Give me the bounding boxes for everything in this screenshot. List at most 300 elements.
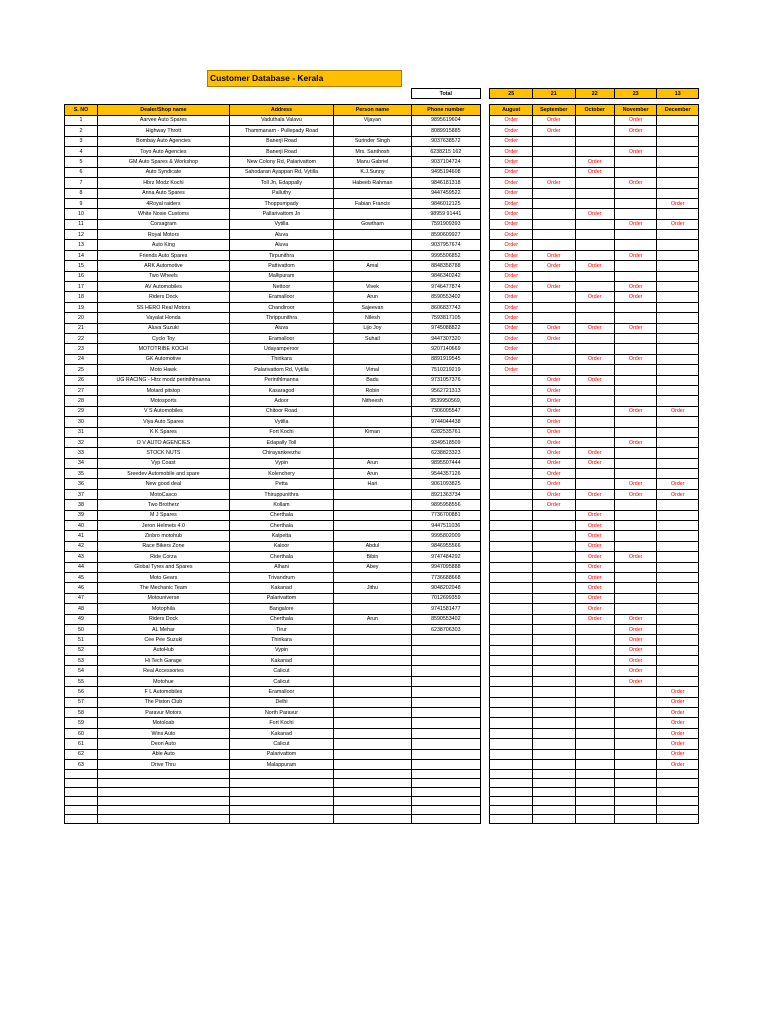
cell-order-december [657, 354, 699, 364]
cell-dealer: White Nosie Customs [97, 209, 229, 219]
table-row [65, 562, 699, 572]
cell-order-september [532, 739, 575, 749]
cell-order-december [657, 230, 699, 240]
cell-order-august [490, 458, 533, 468]
cell-order-september: Order [532, 323, 575, 333]
table-row [65, 521, 699, 531]
cell-person: Lijo Joy [334, 323, 412, 333]
cell-phone: 9061093825 [411, 479, 480, 489]
cell-dealer: Royal Motors [97, 230, 229, 240]
cell-address: Aluva [229, 323, 333, 333]
cell-dealer: V S Automobiles [97, 406, 229, 416]
cell-dealer: The Piston Club [97, 697, 229, 707]
cell-order-december [657, 676, 699, 686]
header-row [65, 105, 699, 115]
cell-order-september: Order [532, 427, 575, 437]
cell-order-december: Order [657, 718, 699, 728]
cell-order-october [575, 718, 614, 728]
table-row [65, 541, 699, 551]
empty-cell [97, 770, 229, 779]
cell-order-august [490, 562, 533, 572]
cell-person: Nitheesh [334, 396, 412, 406]
cell-dealer: Viya Auto Spares [97, 417, 229, 427]
empty-cell [97, 779, 229, 788]
cell-order-december [657, 396, 699, 406]
table-row [65, 448, 699, 458]
cell-order-august [490, 749, 533, 759]
cell-address: Calicut [229, 666, 333, 676]
cell-order-october [575, 676, 614, 686]
cell-dealer: Motophila [97, 604, 229, 614]
cell-order-november [614, 562, 657, 572]
cell-dealer: Race Bikers Zone [97, 541, 229, 551]
cell-order-september [532, 645, 575, 655]
empty-cell [334, 806, 412, 815]
cell-phone [411, 656, 480, 666]
cell-sno: 14 [65, 250, 98, 260]
cell-address: Cherthala [229, 510, 333, 520]
cell-order-november: Order [614, 126, 657, 136]
cell-order-september [532, 230, 575, 240]
cell-phone: 8590609927 [411, 230, 480, 240]
cell-order-november: Order [614, 250, 657, 260]
cell-order-november [614, 167, 657, 177]
cell-sno: 48 [65, 604, 98, 614]
cell-order-october [575, 126, 614, 136]
cell-order-october [575, 313, 614, 323]
cell-phone: 8606837743 [411, 302, 480, 312]
cell-sno: 12 [65, 230, 98, 240]
cell-phone: 9744044438 [411, 417, 480, 427]
cell-order-september [532, 354, 575, 364]
cell-address: Kakanad [229, 656, 333, 666]
cell-order-december [657, 562, 699, 572]
cell-phone: 6282535761 [411, 427, 480, 437]
table-row [65, 479, 699, 489]
cell-person [334, 656, 412, 666]
totals-label: Total [411, 89, 480, 99]
cell-person: Arun [334, 292, 412, 302]
cell-order-november: Order [614, 645, 657, 655]
cell-order-november: Order [614, 676, 657, 686]
cell-dealer: Aluva Suzuki [97, 323, 229, 333]
cell-order-november [614, 365, 657, 375]
empty-cell [65, 815, 98, 824]
cell-address: Delhi [229, 697, 333, 707]
cell-order-december [657, 510, 699, 520]
table-row [65, 323, 699, 333]
cell-order-august [490, 645, 533, 655]
empty-row [65, 779, 699, 788]
cell-order-september: Order [532, 469, 575, 479]
cell-order-december: Order [657, 708, 699, 718]
empty-cell [411, 770, 480, 779]
cell-phone: 8891919545 [411, 354, 480, 364]
cell-order-december [657, 635, 699, 645]
cell-sno: 38 [65, 500, 98, 510]
col-header-dealer: Dealer/Shop name [97, 105, 229, 115]
cell-address: Calicut [229, 676, 333, 686]
cell-sno: 6 [65, 167, 98, 177]
cell-order-october [575, 760, 614, 770]
empty-cell [229, 806, 333, 815]
cell-sno: 53 [65, 656, 98, 666]
cell-phone: 6238706303 [411, 624, 480, 634]
cell-address: Palluthy [229, 188, 333, 198]
cell-dealer: Corsagram [97, 219, 229, 229]
cell-sno: 26 [65, 375, 98, 385]
cell-order-august: Order [490, 198, 533, 208]
cell-person: Badu [334, 375, 412, 385]
cell-phone: 9846955566 [411, 541, 480, 551]
cell-order-december [657, 157, 699, 167]
cell-phone: 9447511036 [411, 521, 480, 531]
cell-order-october: Order [575, 593, 614, 603]
cell-dealer: Motohue [97, 676, 229, 686]
cell-order-august: Order [490, 167, 533, 177]
cell-order-october [575, 739, 614, 749]
cell-dealer: STOCK NUTS [97, 448, 229, 458]
cell-order-november [614, 604, 657, 614]
cell-order-august: Order [490, 344, 533, 354]
cell-order-september: Order [532, 126, 575, 136]
cell-dealer: Vayalat Honda [97, 313, 229, 323]
table-row [65, 645, 699, 655]
cell-address: Kollam [229, 500, 333, 510]
cell-order-august [490, 635, 533, 645]
empty-cell [657, 788, 699, 797]
table-row [65, 354, 699, 364]
table-row [65, 271, 699, 281]
cell-dealer: Real Accessories [97, 666, 229, 676]
cell-sno: 33 [65, 448, 98, 458]
cell-order-december [657, 240, 699, 250]
cell-address: Chandiroor [229, 302, 333, 312]
cell-order-august [490, 583, 533, 593]
cell-order-december [657, 604, 699, 614]
cell-address: Palarivattom [229, 749, 333, 759]
cell-dealer: Wins Auto [97, 728, 229, 738]
cell-order-december: Order [657, 739, 699, 749]
table-row [65, 417, 699, 427]
cell-order-september [532, 344, 575, 354]
cell-order-october [575, 271, 614, 281]
cell-order-august [490, 489, 533, 499]
cell-person: Abey [334, 562, 412, 572]
cell-order-november: Order [614, 666, 657, 676]
cell-order-august: Order [490, 178, 533, 188]
table-row [65, 136, 699, 146]
cell-address: Kolenchery [229, 469, 333, 479]
table-row [65, 385, 699, 395]
cell-phone: 8089915885 [411, 126, 480, 136]
cell-sno: 25 [65, 365, 98, 375]
cell-order-september [532, 760, 575, 770]
cell-sno: 5 [65, 157, 98, 167]
cell-order-november [614, 271, 657, 281]
cell-order-october: Order [575, 209, 614, 219]
cell-order-september [532, 697, 575, 707]
cell-order-august [490, 676, 533, 686]
cell-order-september [532, 583, 575, 593]
cell-order-august: Order [490, 282, 533, 292]
cell-order-november [614, 313, 657, 323]
cell-order-november: Order [614, 437, 657, 447]
cell-order-august: Order [490, 313, 533, 323]
cell-address: Tirur [229, 624, 333, 634]
cell-order-december [657, 437, 699, 447]
cell-order-november: Order [614, 635, 657, 645]
cell-order-october [575, 624, 614, 634]
cell-order-december: Order [657, 697, 699, 707]
cell-dealer: K K Spares [97, 427, 229, 437]
cell-sno: 17 [65, 282, 98, 292]
empty-cell [490, 779, 533, 788]
cell-order-september [532, 749, 575, 759]
empty-cell [97, 797, 229, 806]
cell-order-december: Order [657, 489, 699, 499]
cell-sno: 60 [65, 728, 98, 738]
cell-order-september [532, 313, 575, 323]
cell-order-november [614, 708, 657, 718]
col-header-october: October [575, 105, 614, 115]
cell-person: Vivek [334, 282, 412, 292]
cell-sno: 4 [65, 146, 98, 156]
cell-order-september [532, 718, 575, 728]
table-row [65, 718, 699, 728]
cell-order-december [657, 375, 699, 385]
table-row [65, 697, 699, 707]
cell-order-august [490, 396, 533, 406]
col-header-december: December [657, 105, 699, 115]
cell-order-october [575, 687, 614, 697]
cell-dealer: New good deal [97, 479, 229, 489]
cell-phone: 9207140669 [411, 344, 480, 354]
col-header-september: September [532, 105, 575, 115]
cell-sno: 24 [65, 354, 98, 364]
cell-address: Trivandrum [229, 572, 333, 582]
cell-phone [411, 728, 480, 738]
table-row [65, 406, 699, 416]
cell-order-august [490, 375, 533, 385]
empty-cell [65, 788, 98, 797]
empty-cell [334, 788, 412, 797]
cell-address: Thrippunithra [229, 313, 333, 323]
cell-order-september [532, 157, 575, 167]
empty-cell [575, 797, 614, 806]
cell-order-october [575, 198, 614, 208]
cell-order-october [575, 437, 614, 447]
cell-address: Eramalloor [229, 292, 333, 302]
cell-phone: 7736700881 [411, 510, 480, 520]
cell-order-september [532, 198, 575, 208]
cell-order-august: Order [490, 240, 533, 250]
cell-address: Thirikara [229, 635, 333, 645]
table-row [65, 240, 699, 250]
cell-phone: 8590553402 [411, 614, 480, 624]
cell-dealer: Two Wheels [97, 271, 229, 281]
cell-person [334, 687, 412, 697]
cell-order-december [657, 417, 699, 427]
empty-row [65, 806, 699, 815]
cell-address: Udayamperoor [229, 344, 333, 354]
cell-order-december: Order [657, 728, 699, 738]
table-row [65, 510, 699, 520]
cell-order-august [490, 479, 533, 489]
cell-address: Bangalore [229, 604, 333, 614]
cell-order-september [532, 572, 575, 582]
cell-phone: 9846181318 [411, 178, 480, 188]
cell-sno: 21 [65, 323, 98, 333]
cell-address: Pallarivattom Jn [229, 209, 333, 219]
cell-order-august: Order [490, 250, 533, 260]
empty-cell [97, 806, 229, 815]
cell-phone: 9037957674 [411, 240, 480, 250]
cell-order-october [575, 136, 614, 146]
cell-order-december: Order [657, 687, 699, 697]
cell-order-november [614, 188, 657, 198]
cell-address: Chirayankeezhu [229, 448, 333, 458]
table-row [65, 282, 699, 292]
cell-dealer: Cee Pee Suzuki [97, 635, 229, 645]
cell-person: Manu Gabriel [334, 157, 412, 167]
empty-cell [614, 779, 657, 788]
cell-sno: 29 [65, 406, 98, 416]
cell-sno: 43 [65, 552, 98, 562]
cell-order-august: Order [490, 271, 533, 281]
cell-phone: 9747484292 [411, 552, 480, 562]
cell-order-december [657, 521, 699, 531]
cell-person [334, 448, 412, 458]
cell-phone [411, 676, 480, 686]
cell-phone: 9846012125 [411, 198, 480, 208]
cell-order-december [657, 292, 699, 302]
table-row [65, 656, 699, 666]
cell-order-november [614, 521, 657, 531]
cell-phone: 8590553402 [411, 292, 480, 302]
cell-dealer: Bombay Auto Agencies [97, 136, 229, 146]
cell-address: Chitoor Road [229, 406, 333, 416]
total-september: 21 [532, 89, 575, 99]
table-row [65, 728, 699, 738]
cell-order-august [490, 469, 533, 479]
cell-order-december [657, 115, 699, 125]
cell-order-december [657, 302, 699, 312]
cell-dealer: Vyp Coast [97, 458, 229, 468]
table-row [65, 760, 699, 770]
cell-order-september [532, 365, 575, 375]
total-august: 25 [490, 89, 533, 99]
cell-dealer: Able Auto [97, 749, 229, 759]
cell-order-september [532, 292, 575, 302]
cell-sno: 2 [65, 126, 98, 136]
cell-order-september: Order [532, 479, 575, 489]
cell-order-august [490, 718, 533, 728]
cell-order-october: Order [575, 562, 614, 572]
cell-order-september: Order [532, 282, 575, 292]
cell-sno: 42 [65, 541, 98, 551]
cell-person [334, 604, 412, 614]
cell-address: Toll Jn, Edappally [229, 178, 333, 188]
cell-order-august: Order [490, 323, 533, 333]
cell-address: Kalpetta [229, 531, 333, 541]
cell-dealer: O V AUTO AGENCIES [97, 437, 229, 447]
cell-sno: 22 [65, 333, 98, 343]
totals-row [65, 89, 699, 99]
empty-cell [334, 770, 412, 779]
cell-person [334, 489, 412, 499]
cell-order-december [657, 261, 699, 271]
cell-sno: 1 [65, 115, 98, 125]
empty-cell [532, 797, 575, 806]
cell-dealer: Aarvee Auto Spares [97, 115, 229, 125]
empty-cell [575, 788, 614, 797]
cell-order-august: Order [490, 302, 533, 312]
cell-person: Nilesh [334, 313, 412, 323]
cell-order-october [575, 333, 614, 343]
cell-order-november [614, 510, 657, 520]
cell-address: Banerji Road [229, 136, 333, 146]
cell-order-september: Order [532, 437, 575, 447]
cell-order-august [490, 614, 533, 624]
cell-order-september [532, 510, 575, 520]
cell-order-september [532, 593, 575, 603]
cell-order-november [614, 427, 657, 437]
empty-cell [532, 779, 575, 788]
cell-address: Kakanad [229, 583, 333, 593]
cell-order-november [614, 344, 657, 354]
empty-cell [532, 770, 575, 779]
cell-person: Mrs. Santhosh [334, 146, 412, 156]
table-row [65, 167, 699, 177]
cell-order-august [490, 500, 533, 510]
table-row [65, 302, 699, 312]
cell-order-november: Order [614, 552, 657, 562]
cell-person [334, 250, 412, 260]
cell-person [334, 728, 412, 738]
cell-sno: 16 [65, 271, 98, 281]
empty-cell [411, 779, 480, 788]
cell-dealer: Drive Thru [97, 760, 229, 770]
cell-order-november [614, 749, 657, 759]
cell-phone: 9349518509 [411, 437, 480, 447]
empty-cell [334, 815, 412, 824]
cell-order-october [575, 282, 614, 292]
cell-order-november: Order [614, 354, 657, 364]
cell-order-august: Order [490, 188, 533, 198]
cell-dealer: Motard pitstop [97, 385, 229, 395]
cell-order-august: Order [490, 136, 533, 146]
cell-phone [411, 749, 480, 759]
cell-order-december [657, 344, 699, 354]
empty-cell [411, 797, 480, 806]
cell-person: Arun [334, 614, 412, 624]
empty-cell [490, 806, 533, 815]
cell-order-october: Order [575, 552, 614, 562]
empty-row [65, 797, 699, 806]
cell-phone [411, 645, 480, 655]
cell-order-august [490, 739, 533, 749]
cell-order-december: Order [657, 760, 699, 770]
cell-person: Kirnan [334, 427, 412, 437]
cell-dealer: Cyclo Toy [97, 333, 229, 343]
cell-address: Tirpunithra [229, 250, 333, 260]
empty-row [65, 815, 699, 824]
cell-sno: 46 [65, 583, 98, 593]
cell-order-december [657, 385, 699, 395]
total-october: 22 [575, 89, 614, 99]
cell-dealer: Jeron Helmets 4.0 [97, 521, 229, 531]
